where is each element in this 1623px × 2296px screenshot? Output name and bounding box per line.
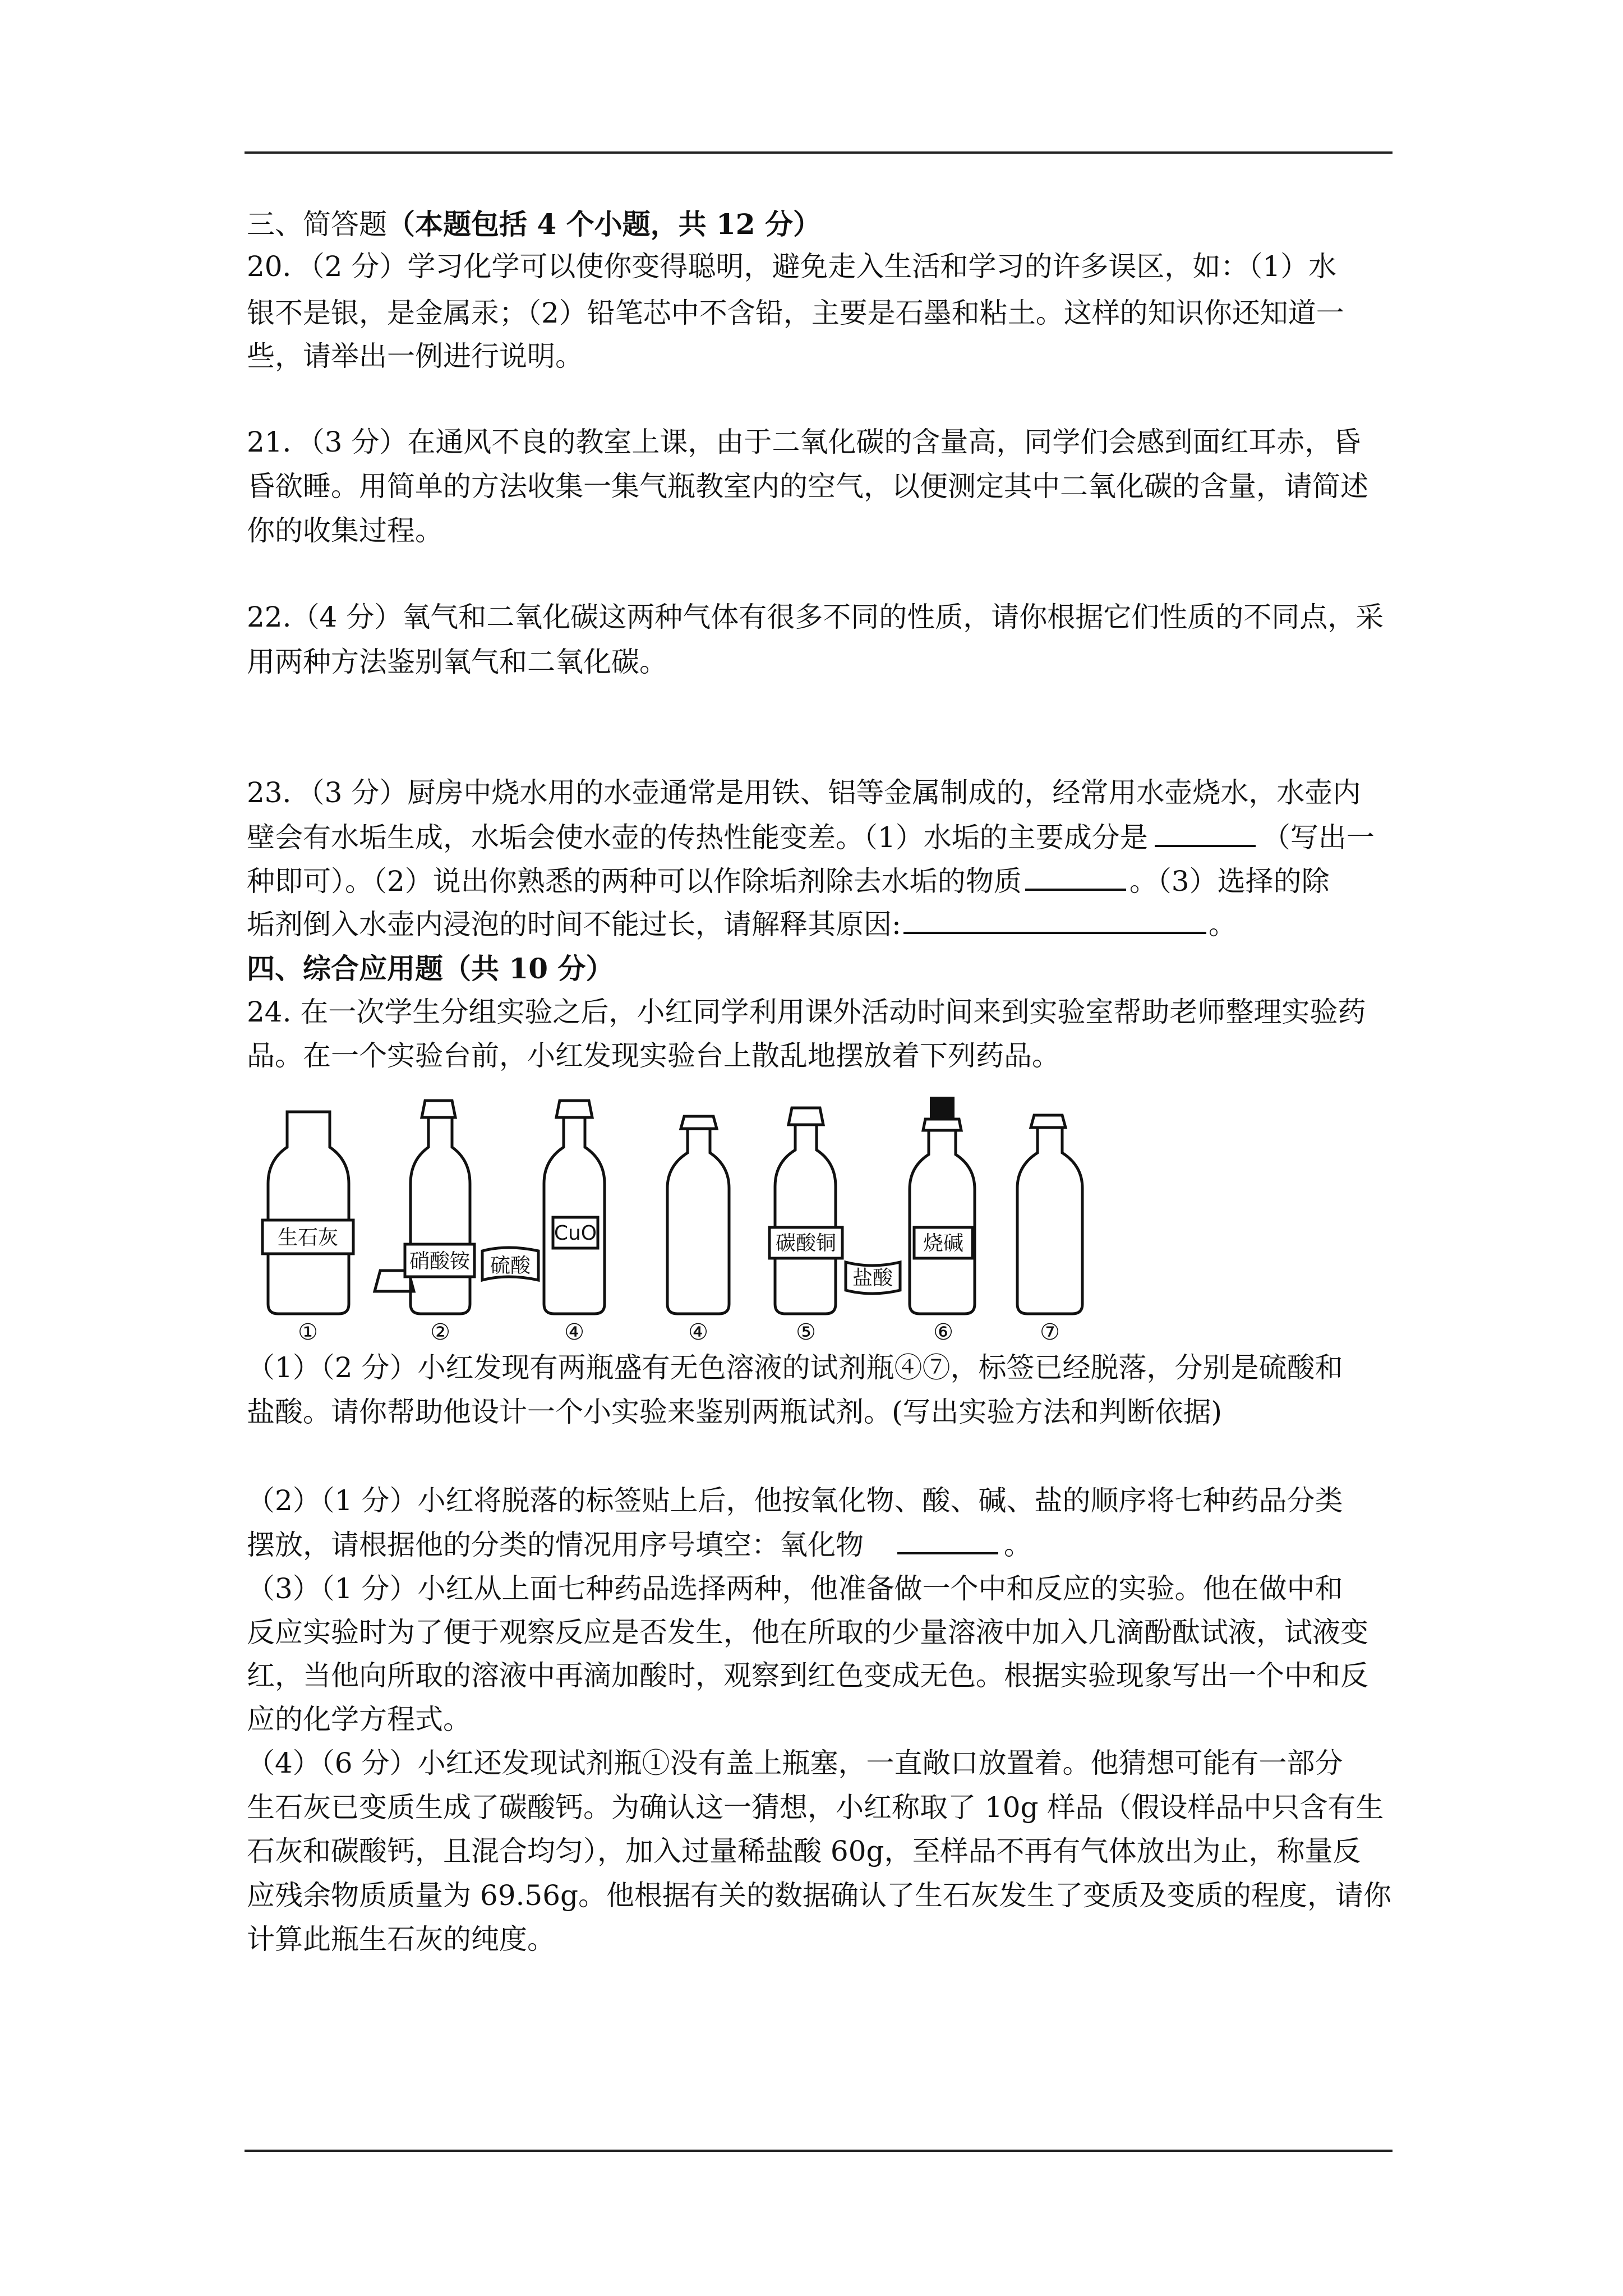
q22-line-2: 用两种方法鉴别氧气和二氧化碳。 — [247, 646, 667, 678]
bottle-6 — [910, 1097, 975, 1341]
bottle-label: 生石灰 — [277, 1226, 339, 1249]
q23-line-2: 壁会有水垢生成，水垢会使水壶的传热性能变差。（1）水垢的主要成分是 （写出一 — [247, 821, 1375, 854]
q24-2-line-2: 摆放，请根据他的分类的情况用序号填空：氧化物 。 — [247, 1529, 1032, 1561]
bottle-label: 盐酸 — [852, 1267, 893, 1290]
q20-line-1: 20．（2 分）学习化学可以使你变得聪明，避免走入生活和学习的许多误区，如：（1）水 — [247, 250, 1337, 283]
q21-line-3: 你的收集过程。 — [247, 514, 443, 547]
q23-line-4: 垢剂倒入水壶内浸泡的时间不能过长，请解释其原因: 。 — [247, 908, 1237, 941]
bottle-label: 碳酸铜 — [775, 1232, 837, 1255]
q24-4-line-5: 计算此瓶生石灰的纯度。 — [247, 1923, 555, 1955]
bottle-5 — [769, 1108, 842, 1341]
q21-line-1: 21．（3 分）在通风不良的教室上课，由于二氧化碳的含量高，同学们会感到面红耳赤，昏 — [247, 426, 1361, 458]
answer-blank[interactable] — [1155, 820, 1256, 847]
q24-1-line-2: 盐酸。请你帮助他设计一个小实验来鉴别两瓶试剂。(写出实验方法和判断依据) — [247, 1396, 1223, 1428]
bottle-number: ⑤ — [796, 1319, 816, 1341]
answer-blank[interactable] — [1025, 864, 1126, 891]
footer-rule — [245, 2150, 1393, 2152]
q24-3-line-2: 反应实验时为了便于观察反应是否发生，他在所取的少量溶液中加入几滴酚酞试液，试液变 — [247, 1616, 1368, 1649]
q22-line-1: 22.（4 分）氧气和二氧化碳这两种气体有很多不同的性质，请你根据它们性质的不同点，采 — [247, 601, 1384, 633]
bottle-number: ② — [430, 1319, 450, 1341]
q24-line-2: 品。在一个实验台前，小红发现实验台上散乱地摆放着下列药品。 — [247, 1039, 1060, 1072]
q21-line-2: 昏欲睡。用简单的方法收集一集气瓶教室内的空气，以便测定其中二氧化碳的含量，请简述 — [247, 470, 1368, 503]
bottle-4 — [667, 1116, 729, 1341]
q20-line-3: 些，请举出一例进行说明。 — [247, 340, 583, 372]
q20-line-2: 银不是银，是金属汞；（2）铅笔芯中不含铅，主要是石墨和粘土。这样的知识你还知道一 — [247, 297, 1344, 329]
bottle-1 — [262, 1112, 353, 1341]
reagent-bottles-figure — [258, 1094, 1161, 1341]
q24-2-line-1: （2）（1 分）小红将脱落的标签贴上后，他按氧化物、酸、碱、盐的顺序将七种药品分类 — [247, 1484, 1343, 1517]
q24-4-line-2: 生石灰已变质生成了碳酸钙。为确认这一猜想，小红称取了 10g 样品（假设样品中只含有生 — [247, 1791, 1384, 1824]
q24-1-line-1: （1）（2 分）小红发现有两瓶盛有无色溶液的试剂瓶④⑦，标签已经脱落，分别是硫酸和 — [247, 1351, 1343, 1384]
bottle-label: 硝酸铵 — [409, 1250, 471, 1273]
bottle-3 — [544, 1101, 605, 1341]
section-3-heading: 三、简答题（本题包括 4 个小题，共 12 分） — [247, 208, 821, 241]
bottle-label: 硫酸 — [490, 1254, 531, 1277]
q24-4-line-1: （4）（6 分）小红还发现试剂瓶①没有盖上瓶塞，一直敞口放置着。他猜想可能有一部分 — [247, 1747, 1343, 1779]
q23-line-3: 种即可）。（2）说出你熟悉的两种可以作除垢剂除去水垢的物质 。（3）选择的除 — [247, 865, 1330, 898]
bottle-number: ④ — [688, 1319, 708, 1341]
q24-3-line-4: 应的化学方程式。 — [247, 1703, 471, 1736]
header-rule — [245, 151, 1393, 154]
q23-line-1: 23．（3 分）厨房中烧水用的水壶通常是用铁、铝等金属制成的，经常用水壶烧水，水壶内 — [247, 776, 1361, 809]
q24-line-1: 24. 在一次学生分组实验之后，小红同学利用课外活动时间来到实验室帮助老师整理实验药 — [247, 996, 1366, 1028]
bottle-number: ⑥ — [933, 1319, 953, 1341]
bottle-label: 烧碱 — [923, 1232, 964, 1255]
section-4-heading: 四、综合应用题（共 10 分） — [247, 952, 614, 985]
bottle-label: CuO — [554, 1222, 597, 1245]
bottle-7 — [1017, 1115, 1082, 1341]
bottle-number: ① — [298, 1319, 318, 1341]
q24-4-line-3: 石灰和碳酸钙，且混合均匀），加入过量稀盐酸 60g，至样品不再有气体放出为止，称量反 — [247, 1835, 1361, 1867]
bottle-2 — [405, 1101, 474, 1341]
q24-3-line-1: （3）（1 分）小红从上面七种药品选择两种，他准备做一个中和反应的实验。他在做中和 — [247, 1572, 1343, 1605]
answer-blank[interactable] — [897, 1527, 998, 1554]
q24-4-line-4: 应残余物质质量为 69.56g。他根据有关的数据确认了生石灰发生了变质及变质的程度，请你 — [247, 1879, 1392, 1912]
q24-3-line-3: 红，当他向所取的溶液中再滴加酸时，观察到红色变成无色。根据实验现象写出一个中和反 — [247, 1659, 1368, 1692]
answer-blank[interactable] — [903, 907, 1206, 934]
bottle-number: ⑦ — [1040, 1319, 1060, 1341]
bottle-number: ④ — [564, 1319, 584, 1341]
